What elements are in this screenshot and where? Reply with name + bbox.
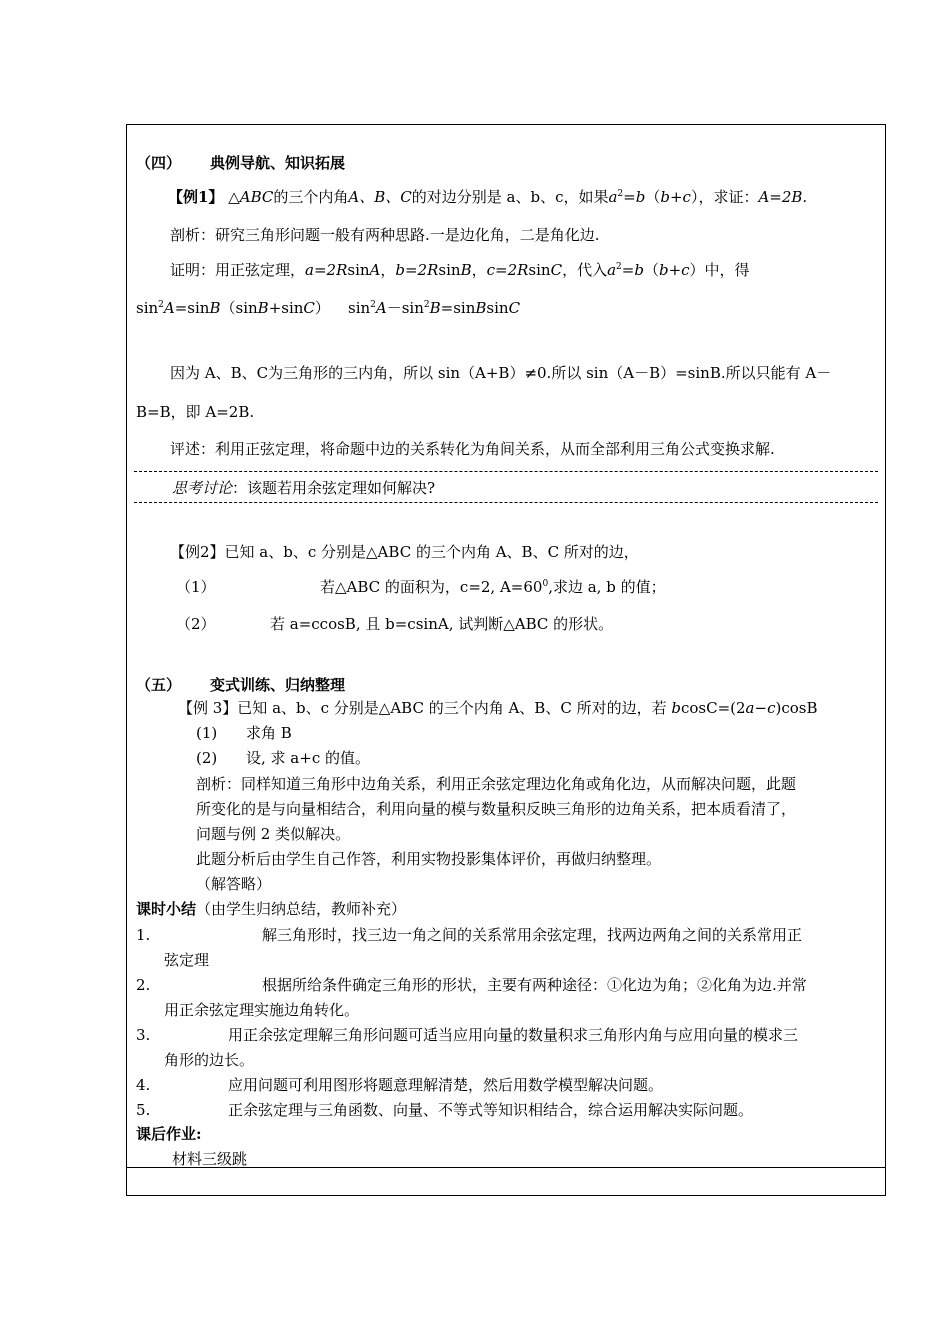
analysis-text: 剖析：研究三角形问题一般有两种思路.一是边化角，二是角化边. (170, 226, 600, 244)
list-number: （2） (176, 615, 216, 633)
list-number: 2. (136, 976, 151, 994)
reasoning-line-2: B=B，即 A=2B. (136, 403, 255, 421)
equation-1: $\sin^2A=\sin B(\sin B+\sin C)$ (136, 299, 330, 317)
section-title: 变式训练、归纳整理 (210, 676, 346, 694)
analysis-line: 问题与例 2 类似解决。 (196, 825, 351, 843)
list-number: （1） (176, 578, 216, 596)
discussion-prompt: 思考讨论：该题若用余弦定理如何解决? (172, 479, 436, 497)
list-number: (1) (196, 724, 218, 742)
example-2-part-1: 若△ABC 的面积为，c=2, $A=60^0$,求边 a, b 的值； (320, 578, 666, 596)
summary-item-4: 应用问题可利用图形将题意理解清楚，然后用数学模型解决问题。 (228, 1076, 664, 1094)
analysis-line: 此题分析后由学生自己作答，利用实物投影集体评价，再做归纳整理。 (196, 850, 662, 868)
summary-item-2: 根据所给条件确定三角形的形状，主要有两种途径：①化边为角；②化角为边.并常 (262, 976, 807, 994)
list-number: 5. (136, 1101, 151, 1119)
section-number: （五） (136, 676, 182, 694)
example-3-question-2: 设, 求 a+c 的值。 (246, 749, 370, 767)
section-title: 典例导航、知识拓展 (210, 154, 346, 172)
example-2-part-2: 若 a=ccosB, 且 b=csinA, 试判断△ABC 的形状。 (270, 615, 614, 633)
summary-item-1-cont: 弦定理 (164, 951, 210, 969)
summary-item-2-cont: 用正余弦定理实施边角转化。 (164, 1001, 360, 1019)
list-number: 4. (136, 1076, 151, 1094)
summary-item-3-cont: 角形的边长。 (164, 1051, 255, 1069)
equation-2: $\sin^2A-\sin^2B=sinBsinC$ (348, 299, 521, 317)
example-3-statement: 【例 3】已知 a、b、c 分别是△ABC 的三个内角 A、B、C 所对的边，若 bcosC=(2a−c)cosB (178, 699, 818, 717)
analysis-line: 剖析：同样知道三角形中边角关系，利用正余弦定理边化角或角化边，从而解决问题，此题 (196, 775, 797, 793)
homework-heading: 课后作业: (136, 1125, 202, 1143)
summary-item-3: 用正余弦定理解三角形问题可适当应用向量的数量积求三角形内角与应用向量的模求三 (228, 1026, 799, 1044)
summary-heading: 课时小结（由学生归纳总结，教师补充） (136, 900, 407, 918)
comment-text: 评述：利用正弦定理，将命题中边的关系转化为角间关系，从而全部利用三角公式变换求解. (170, 440, 775, 458)
list-number: (2) (196, 749, 218, 767)
dashed-divider (134, 502, 878, 503)
example-2-statement: 【例2】已知 a、b、c 分别是△ABC 的三个内角 A、B、C 所对的边， (170, 543, 639, 561)
reasoning-line-1: 因为 A、B、C为三角形的三内角，所以 sin（A+B）≠0.所以 sin（A－B）=sinB.所以只能有 A－ (170, 364, 832, 382)
list-number: 3. (136, 1026, 151, 1044)
homework-content: 材料三级跳 (172, 1150, 248, 1168)
proof-text: 证明：用正弦定理，a=2RsinA，b=2RsinB，c=2RsinC，代入$a^2=b(b+c)$中，得 (170, 261, 750, 279)
analysis-line: 所变化的是与向量相结合，利用向量的模与数量积反映三角形的边角关系，把本质看清了， (196, 800, 797, 818)
dashed-divider (134, 471, 878, 472)
summary-item-1: 解三角形时，找三边一角之间的关系常用余弦定理，找两边两角之间的关系常用正 (262, 926, 803, 944)
example-1-statement: 【例1】 △ABC的三个内角A、B、C的对边分别是 a、b、c，如果$a^2=b(b+c)$，求证：A=2B. (168, 188, 808, 206)
summary-item-5: 正余弦定理与三角函数、向量、不等式等知识相结合，综合运用解决实际问题。 (228, 1101, 754, 1119)
answer-omitted-note: （解答略） (196, 875, 272, 893)
section-number: （四） (136, 154, 182, 172)
list-number: 1. (136, 926, 151, 944)
example-3-question-1: 求角 B (246, 724, 292, 742)
